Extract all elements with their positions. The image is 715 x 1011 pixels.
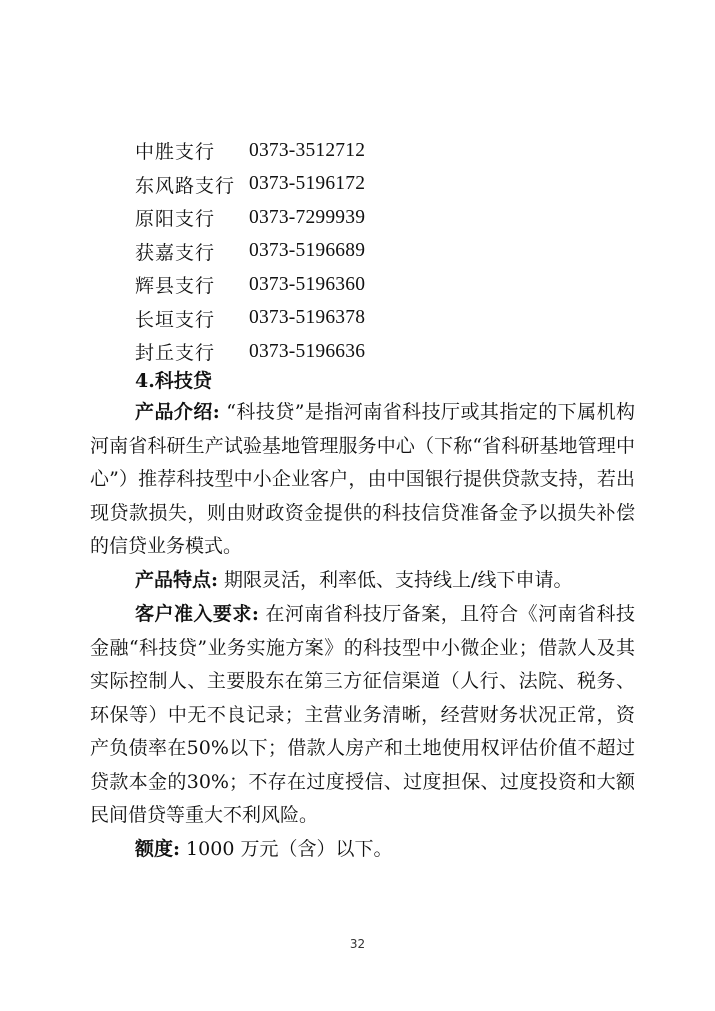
branch-name: 封丘支行	[135, 342, 216, 365]
branch-phone: 0373-7299939	[249, 206, 366, 228]
contact-row	[135, 268, 365, 302]
product-features-paragraph	[90, 564, 635, 598]
page-number: 32	[349, 937, 366, 951]
branch-name: 原阳支行	[135, 208, 216, 231]
branch-name: 东风路支行	[135, 174, 236, 197]
contact-row	[135, 335, 365, 369]
contact-row	[135, 134, 365, 168]
branch-name: 获嘉支行	[135, 241, 216, 264]
product-intro-paragraph	[90, 396, 635, 564]
contact-row	[135, 201, 365, 235]
branch-name: 长垣支行	[135, 308, 216, 331]
branch-phone: 0373-5196378	[249, 307, 366, 329]
branch-phone: 0373-5196689	[249, 240, 366, 262]
loan-amount-label: 额度:	[135, 838, 181, 860]
contact-row	[135, 168, 365, 202]
section-heading: 4.科技贷	[135, 370, 212, 392]
loan-amount-paragraph	[90, 833, 635, 867]
branch-phone: 0373-5196172	[249, 173, 366, 195]
contact-row	[135, 235, 365, 269]
branch-name: 中胜支行	[135, 141, 216, 164]
product-intro-label: 产品介绍:	[135, 401, 220, 423]
product-intro-text: “科技贷”是指河南省科技厅或其指定的下属机构河南省科研生产试验基地管理服务中心（下称“省科研基地管理中心”）推荐科技型中小企业客户，由中国银行提供贷款支持，若出现贷款损失，则由财政资金提供的科技信贷准备金予以损失补偿的信贷业务模式。	[90, 401, 636, 557]
branch-phone: 0373-5196360	[249, 273, 366, 295]
customer-requirements-label: 客户准入要求:	[135, 603, 259, 625]
branch-phone: 0373-3512712	[249, 139, 366, 161]
branch-name: 辉县支行	[135, 275, 216, 298]
loan-amount-text: 1000 万元（含）以下。	[180, 838, 393, 860]
product-features-label: 产品特点:	[135, 569, 219, 591]
customer-requirements-paragraph	[90, 598, 635, 833]
customer-requirements-text: 在河南省科技厅备案，且符合《河南省科技金融“科技贷”业务实施方案》的科技型中小微企业；借款人及其实际控制人、主要股东在第三方征信渠道（人行、法院、税务、环保等）中无不良记录；主营业务清晰，经营财务状况正常，资产负债率在50%以下；借款人房产和土地使用权评估价值不超过贷款本金的30%；不存在过度授信、过度担保、过度投资和大额民间借贷等重大不利风险。	[90, 603, 636, 826]
product-features-text: 期限灵活，利率低、支持线上/线下申请。	[218, 569, 573, 591]
branch-contact-list	[135, 134, 365, 369]
contact-row	[135, 302, 365, 336]
branch-phone: 0373-5196636	[249, 340, 366, 362]
